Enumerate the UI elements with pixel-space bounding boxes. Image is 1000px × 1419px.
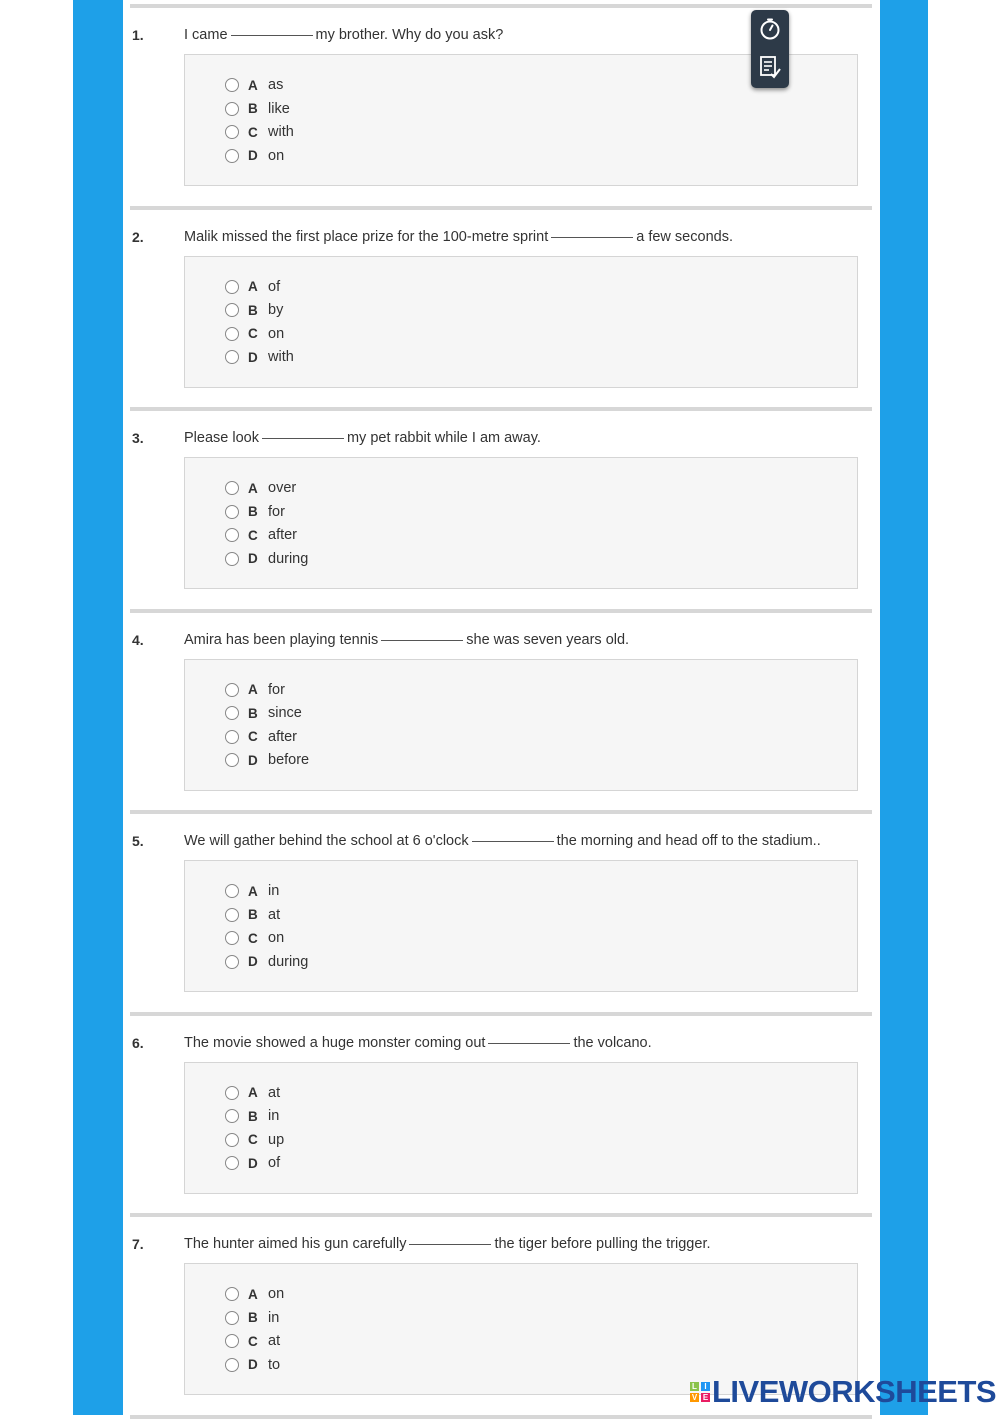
radio-button[interactable] (225, 884, 239, 898)
answer-option[interactable] (225, 549, 308, 569)
question-text-before: I came (184, 27, 228, 43)
option-letter: C (248, 729, 258, 744)
option-text: for (268, 681, 285, 698)
question-text-after: the volcano. (573, 1034, 652, 1051)
option-letter: B (248, 907, 258, 922)
option-letter: C (248, 326, 258, 341)
radio-button[interactable] (225, 280, 239, 294)
option-letter: A (248, 1085, 258, 1100)
question-separator (130, 1415, 872, 1419)
answer-option[interactable] (225, 277, 280, 297)
answer-blank (381, 640, 463, 641)
question-text-before: We will gather behind the school at 6 o'clock (184, 833, 469, 849)
option-letter: D (248, 752, 258, 768)
option-text: at (268, 906, 281, 923)
question-text-before: Malik missed the first place prize for the 100-metre sprint (184, 228, 549, 245)
answer-option[interactable] (225, 1308, 279, 1328)
option-letter: B (248, 1108, 258, 1124)
radio-button[interactable] (225, 908, 239, 922)
radio-button[interactable] (225, 327, 239, 341)
option-letter: A (248, 279, 258, 294)
question-text-before: The hunter aimed his gun carefully (184, 1236, 407, 1252)
answer-options-box (184, 860, 858, 992)
answer-option[interactable] (225, 680, 285, 700)
question-number: 3. (132, 430, 144, 446)
option-letter: C (248, 1132, 258, 1147)
logo-tile: V (691, 1393, 698, 1402)
option-text: of (268, 278, 281, 295)
radio-button[interactable] (225, 1334, 239, 1348)
question-number: 5. (132, 833, 144, 849)
answer-option[interactable] (225, 1355, 280, 1375)
logo-tile: E (702, 1393, 709, 1402)
radio-button[interactable] (225, 303, 239, 317)
option-letter: B (248, 705, 258, 721)
radio-button[interactable] (225, 1086, 239, 1100)
answer-option[interactable] (225, 703, 302, 723)
radio-button[interactable] (225, 1311, 239, 1325)
question-text-after: my brother. Why do you ask? (315, 27, 504, 43)
answer-option[interactable] (225, 1106, 279, 1126)
radio-button[interactable] (225, 1358, 239, 1372)
question-separator (130, 4, 872, 8)
logo-tile: I (701, 1382, 710, 1391)
question-text-before: Please look (184, 430, 259, 446)
answer-options-box (184, 1062, 858, 1194)
option-text: before (268, 752, 310, 768)
question-number: 2. (132, 228, 144, 245)
question-text (184, 632, 629, 648)
answer-options-box (184, 659, 858, 791)
question-number: 6. (132, 1034, 144, 1051)
option-letter: A (248, 77, 258, 93)
option-text: to (268, 1356, 281, 1373)
option-letter: B (248, 101, 258, 116)
answer-option[interactable] (225, 478, 296, 498)
answer-blank (472, 841, 554, 842)
question-separator (130, 1213, 872, 1217)
question-text-before: The movie showed a huge monster coming out (184, 1034, 486, 1051)
option-letter: D (248, 1155, 258, 1171)
option-text: on (268, 1286, 285, 1302)
tool-panel (751, 10, 789, 88)
radio-button[interactable] (225, 1156, 239, 1170)
option-text: for (268, 503, 285, 520)
radio-button[interactable] (225, 955, 239, 969)
radio-button[interactable] (225, 706, 239, 720)
option-letter: C (248, 1333, 258, 1349)
radio-button[interactable] (225, 528, 239, 542)
radio-button[interactable] (225, 102, 239, 116)
option-letter: A (248, 682, 258, 697)
checklist-icon (758, 54, 782, 80)
answer-option[interactable] (225, 750, 309, 770)
question-text (184, 833, 821, 849)
radio-button[interactable] (225, 730, 239, 744)
option-letter: D (248, 148, 258, 163)
question-number: 4. (132, 631, 144, 648)
option-text: since (268, 705, 302, 721)
right-blue-border (880, 0, 928, 1415)
option-letter: B (248, 302, 258, 318)
radio-button[interactable] (225, 481, 239, 495)
question-text-after: a few seconds. (636, 228, 733, 245)
option-letter: D (248, 551, 258, 566)
option-text: after (268, 527, 298, 543)
answer-option[interactable] (225, 347, 294, 367)
logo-tiles (690, 1382, 710, 1402)
option-text: over (268, 480, 297, 496)
option-text: during (268, 953, 309, 970)
option-letter: C (248, 930, 258, 946)
radio-button[interactable] (225, 1287, 239, 1301)
liveworksheets-logo (690, 1374, 996, 1410)
option-text: in (268, 883, 280, 899)
option-text: like (268, 100, 290, 117)
checklist-button[interactable] (755, 52, 785, 82)
timer-icon (758, 17, 782, 41)
answer-options-box (184, 457, 858, 589)
answer-option[interactable] (225, 99, 290, 119)
question-text (184, 1035, 652, 1051)
answer-blank (488, 1043, 570, 1044)
logo-tile: L (690, 1382, 699, 1391)
option-text: during (268, 550, 309, 567)
option-letter: A (248, 1286, 258, 1302)
radio-button[interactable] (225, 350, 239, 364)
radio-button[interactable] (225, 149, 239, 163)
answer-option[interactable] (225, 324, 284, 344)
answer-option[interactable] (225, 300, 283, 320)
radio-button[interactable] (225, 1109, 239, 1123)
left-blue-border (73, 0, 123, 1415)
question-number: 1. (132, 27, 144, 43)
answer-blank (231, 35, 313, 36)
question-separator (130, 609, 872, 613)
option-text: up (268, 1131, 285, 1148)
radio-button[interactable] (225, 683, 239, 697)
timer-button[interactable] (755, 14, 785, 44)
option-text: on (268, 325, 285, 342)
question-text (184, 229, 733, 245)
question-number: 7. (132, 1236, 144, 1252)
radio-button[interactable] (225, 505, 239, 519)
answer-option[interactable] (225, 1153, 280, 1173)
radio-button[interactable] (225, 125, 239, 139)
question-text-after: the morning and head off to the stadium.. (556, 833, 821, 849)
option-text: with (268, 349, 294, 365)
answer-option[interactable] (225, 1130, 284, 1150)
question-text-after: the tiger before pulling the trigger. (494, 1236, 711, 1252)
answer-option[interactable] (225, 1083, 280, 1103)
question-separator (130, 407, 872, 411)
option-text: as (268, 77, 284, 93)
answer-option[interactable] (225, 525, 297, 545)
answer-option[interactable] (225, 1284, 284, 1304)
radio-button[interactable] (225, 552, 239, 566)
question-text (184, 1236, 711, 1252)
option-letter: D (248, 1357, 258, 1372)
question-separator (130, 206, 872, 210)
answer-option[interactable] (225, 502, 285, 522)
question-separator (130, 1012, 872, 1016)
option-letter: A (248, 480, 258, 496)
question-text-before: Amira has been playing tennis (184, 631, 379, 648)
option-text: on (268, 147, 285, 164)
answer-blank (409, 1244, 491, 1245)
question-separator (130, 810, 872, 814)
question-text-after: my pet rabbit while I am away. (346, 430, 541, 446)
option-letter: A (248, 883, 258, 899)
answer-option[interactable] (225, 146, 284, 166)
answer-options-box (184, 256, 858, 388)
answer-option[interactable] (225, 1331, 280, 1351)
logo-text: LIVEWORKSHEETS (712, 1374, 997, 1409)
option-letter: D (248, 954, 258, 969)
answer-blank (262, 438, 344, 439)
radio-button[interactable] (225, 931, 239, 945)
option-text: by (268, 302, 284, 318)
option-text: at (268, 1084, 281, 1101)
answer-option[interactable] (225, 881, 279, 901)
radio-button[interactable] (225, 753, 239, 767)
answer-option[interactable] (225, 952, 308, 972)
answer-option[interactable] (225, 727, 297, 747)
option-text: in (268, 1108, 280, 1124)
option-letter: B (248, 1310, 258, 1325)
radio-button[interactable] (225, 78, 239, 92)
answer-option[interactable] (225, 928, 284, 948)
option-letter: B (248, 504, 258, 519)
question-text (184, 27, 503, 43)
option-text: after (268, 728, 298, 745)
option-letter: C (248, 527, 258, 543)
answer-blank (551, 237, 633, 238)
option-text: on (268, 930, 285, 946)
option-letter: C (248, 124, 258, 140)
radio-button[interactable] (225, 1133, 239, 1147)
option-text: at (268, 1333, 281, 1349)
option-text: of (268, 1155, 281, 1171)
option-letter: D (248, 349, 258, 365)
option-text: in (268, 1309, 280, 1326)
answer-option[interactable] (225, 75, 283, 95)
answer-option[interactable] (225, 905, 280, 925)
answer-option[interactable] (225, 122, 294, 142)
option-text: with (268, 124, 294, 140)
question-text-after: she was seven years old. (466, 631, 630, 648)
question-text (184, 430, 541, 446)
